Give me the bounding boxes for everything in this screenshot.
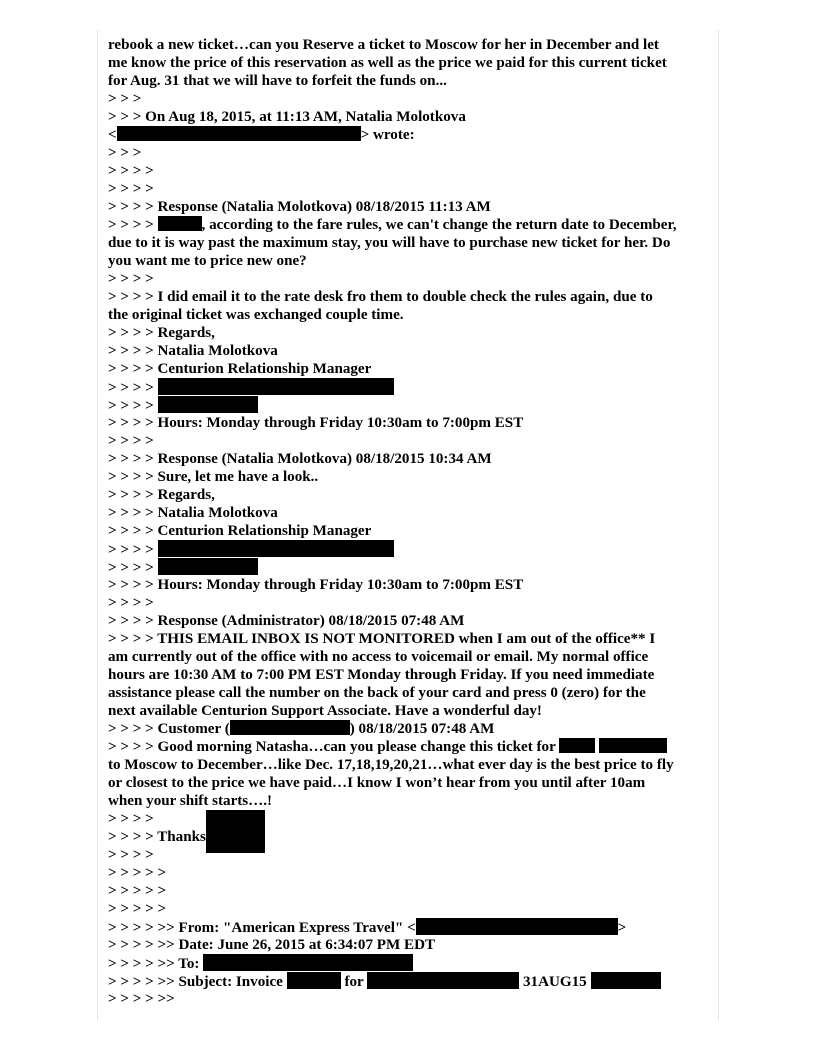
text-line: > > > >: [108, 271, 154, 287]
text-segment: > > > >: [108, 217, 154, 233]
text-line: the original ticket was exchanged couple time.: [108, 307, 404, 323]
text-segment: > > > >: [108, 380, 154, 396]
redaction-block: [158, 216, 202, 231]
text-line: > > > > THIS EMAIL INBOX IS NOT MONITORED when I am out of the office** I: [108, 631, 656, 647]
text-line: > > > > Natalia Molotkova: [108, 505, 278, 521]
redaction-block: [158, 396, 258, 413]
text-line: > > > > Response (Natalia Molotkova) 08/18/2015 10:34 AM: [108, 451, 492, 467]
text-segment: > > > > Good morning Natasha…can you please change this ticket for: [108, 739, 556, 755]
text-line: > > > > >>: [108, 991, 175, 1007]
text-segment: > > > >: [108, 560, 154, 576]
redaction-block: [230, 720, 350, 735]
text-line: > > > >: [108, 181, 154, 197]
text-line: > > >: [108, 91, 142, 107]
redaction-block: [158, 378, 394, 395]
text-segment: 31AUG15: [523, 974, 587, 990]
text-line: > > > >: [108, 811, 154, 827]
redaction-block: [559, 738, 595, 753]
text-line: due to it is way past the maximum stay, you will have to purchase new ticket for her. Do: [108, 235, 671, 251]
text-line: me know the price of this reservation as well as the price we paid for this current ticket: [108, 55, 667, 71]
text-line: > > > > Natalia Molotkova: [108, 343, 278, 359]
text-segment: ) 08/18/2015 07:48 AM: [349, 721, 495, 737]
text-line: [108, 954, 716, 972]
left-margin-rule: [97, 30, 98, 1020]
text-line: < > wrote:: [108, 127, 415, 143]
text-line: or closest to the price we have paid…I know I won’t hear from you until after 10am: [108, 775, 646, 791]
text-line: > > > >: [108, 595, 154, 611]
text-line: > > > > Centurion Relationship Manager: [108, 361, 372, 377]
redaction-block: [203, 954, 413, 971]
text-line: > > > On Aug 18, 2015, at 11:13 AM, Natalia Molotkova: [108, 109, 466, 125]
text-line: [108, 540, 716, 558]
text-segment: >: [617, 920, 627, 936]
text-line: next available Centurion Support Associate. Have a wonderful day!: [108, 703, 542, 719]
text-line: [108, 720, 716, 738]
text-line: [108, 558, 716, 576]
redaction-block: [591, 972, 661, 989]
text-line: for Aug. 31 that we will have to forfeit the funds on...: [108, 73, 447, 89]
text-line: to Moscow to December…like Dec. 17,18,19,20,21…what ever day is the best price to fly: [108, 757, 674, 773]
redaction-block: [599, 738, 667, 753]
text-line: > > > > Sure, let me have a look..: [108, 469, 319, 485]
text-segment: for: [344, 974, 364, 990]
right-margin-rule: [718, 30, 719, 1020]
redaction-block: [206, 810, 265, 853]
redaction-block: [117, 126, 361, 141]
text-line: > > > > I did email it to the rate desk fro them to double check the rules again, due to: [108, 289, 653, 305]
text-line: [108, 918, 716, 936]
redaction-block: [158, 558, 258, 575]
text-line: > > > > >> Date: June 26, 2015 at 6:34:07 PM EDT: [108, 937, 436, 953]
text-line: > > > > Regards,: [108, 487, 215, 503]
text-line: [108, 972, 716, 990]
text-line: > > >: [108, 145, 142, 161]
text-line: > > > > Response (Natalia Molotkova) 08/18/2015 11:13 AM: [108, 199, 491, 215]
text-line: > > > > >: [108, 883, 167, 899]
redaction-block: [287, 972, 341, 989]
text-line: > > > > Regards,: [108, 325, 215, 341]
text-line: assistance please call the number on the back of your card and press 0 (zero) for the: [108, 685, 646, 701]
text-line: > > > > >: [108, 901, 167, 917]
text-line: when your shift starts….!: [108, 793, 273, 809]
redaction-block: [416, 918, 618, 935]
text-segment: > > > >: [108, 542, 154, 558]
text-line: > > > > Hours: Monday through Friday 10:30am to 7:00pm EST: [108, 415, 524, 431]
text-line: hours are 10:30 AM to 7:00 PM EST Monday through Friday. If you need immediate: [108, 667, 655, 683]
email-body: [108, 36, 716, 1008]
text-line: [108, 378, 716, 396]
text-line: > > > > Centurion Relationship Manager: [108, 523, 372, 539]
text-segment: > > > > >> To:: [108, 956, 200, 972]
text-line: [108, 738, 716, 756]
text-segment: > > > > >> Subject: Invoice: [108, 974, 283, 990]
text-line: am currently out of the office with no access to voicemail or email. My normal office: [108, 649, 649, 665]
text-segment: , according to the fare rules, we can't change the return date to December,: [201, 217, 677, 233]
text-line: > > > >: [108, 847, 154, 863]
text-line: > > > >: [108, 433, 154, 449]
text-line: [108, 396, 716, 414]
text-line: > > > > Response (Administrator) 08/18/2015 07:48 AM: [108, 613, 465, 629]
text-segment: > > > > Customer (: [108, 721, 230, 737]
text-line: > > > >: [108, 163, 154, 179]
text-line: you want me to price new one?: [108, 253, 307, 269]
text-segment: > wrote:: [360, 127, 415, 143]
redaction-block: [367, 972, 519, 989]
text-segment: > > > > Thanks: [108, 829, 206, 845]
text-segment: > > > > >> From: "American Express Travel" <: [108, 920, 416, 936]
text-line: rebook a new ticket…can you Reserve a ticket to Moscow for her in December and let: [108, 37, 659, 53]
redaction-block: [158, 540, 394, 557]
text-line: > > > > Hours: Monday through Friday 10:30am to 7:00pm EST: [108, 577, 524, 593]
text-line: [108, 828, 716, 846]
text-segment: > > > >: [108, 398, 154, 414]
text-line: [108, 216, 716, 234]
text-line: > > > > >: [108, 865, 167, 881]
